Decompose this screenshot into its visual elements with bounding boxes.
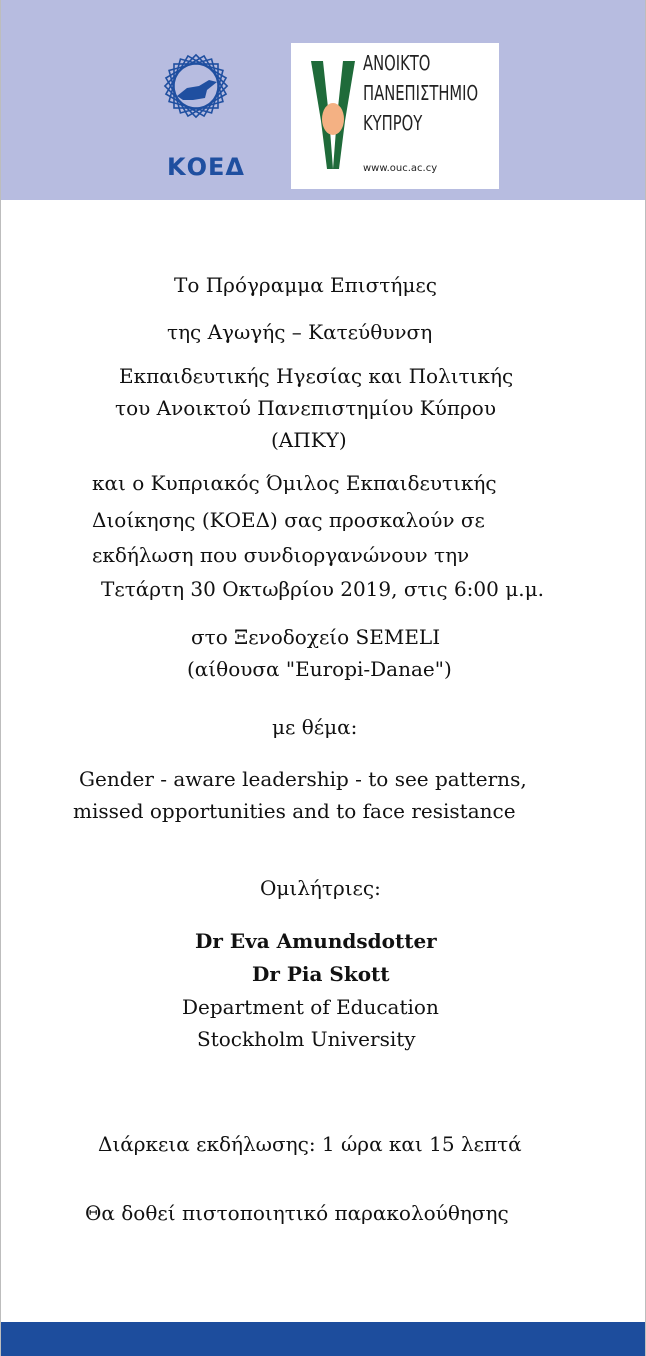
topic-line-1: Gender - aware leadership - to see patterns, bbox=[79, 767, 527, 791]
ouc-logo-line3: ΚΥΠΡΟΥ bbox=[363, 111, 423, 135]
ouc-logo-line2: ΠΑΝΕΠΙΣΤΗΜΙΟ bbox=[363, 81, 479, 105]
certificate-note: Θα δοθεί πιστοποιητικό παρακολούθησης bbox=[85, 1201, 509, 1225]
invitation-line-2: της Αγωγής – Κατεύθυνση bbox=[167, 320, 433, 344]
invitation-line-4: του Ανοικτού Πανεπιστημίου Κύπρου bbox=[115, 396, 496, 420]
event-duration: Διάρκεια εκδήλωσης: 1 ώρα και 15 λεπτά bbox=[98, 1132, 522, 1156]
header-banner bbox=[1, 0, 645, 200]
event-date: Τετάρτη 30 Οκτωβρίου 2019, στις 6:00 μ.μ. bbox=[101, 577, 544, 601]
topic-line-2: missed opportunities and to face resistance bbox=[73, 799, 516, 823]
koed-logo-text: ΚΟΕΔ bbox=[167, 153, 245, 181]
invitation-line-1: Το Πρόγραμμα Επιστήμες bbox=[174, 273, 437, 297]
invitation-line-6: και ο Κυπριακός Όμιλος Εκπαιδευτικής bbox=[92, 471, 497, 495]
invitation-line-5: (ΑΠΚΥ) bbox=[271, 428, 347, 452]
speaker-university: Stockholm University bbox=[197, 1027, 416, 1051]
invitation-line-7: Διοίκησης (ΚΟΕΔ) σας προσκαλούν σε bbox=[92, 508, 485, 532]
ouc-emblem-icon bbox=[307, 57, 359, 177]
footer-bar bbox=[1, 1322, 645, 1356]
invitation-line-8: εκδήλωση που συνδιοργανώνουν την bbox=[92, 543, 470, 567]
invitation-line-3: Εκπαιδευτικής Ηγεσίας και Πολιτικής bbox=[119, 364, 514, 388]
speaker-1: Dr Eva Amundsdotter bbox=[195, 929, 437, 953]
ouc-logo bbox=[291, 43, 499, 189]
speaker-department: Department of Education bbox=[182, 995, 439, 1019]
ouc-logo-line1: ΑΝΟΙΚΤΟ bbox=[363, 51, 431, 75]
speaker-2: Dr Pia Skott bbox=[252, 962, 390, 986]
venue-hotel: στο Ξενοδοχείο SEMELI bbox=[191, 625, 441, 649]
topic-label: με θέμα: bbox=[272, 715, 358, 739]
venue-room: (αίθουσα "Europi-Danae") bbox=[187, 657, 452, 681]
ouc-logo-url: www.ouc.ac.cy bbox=[363, 163, 438, 174]
speakers-label: Ομιλήτριες: bbox=[260, 876, 381, 900]
